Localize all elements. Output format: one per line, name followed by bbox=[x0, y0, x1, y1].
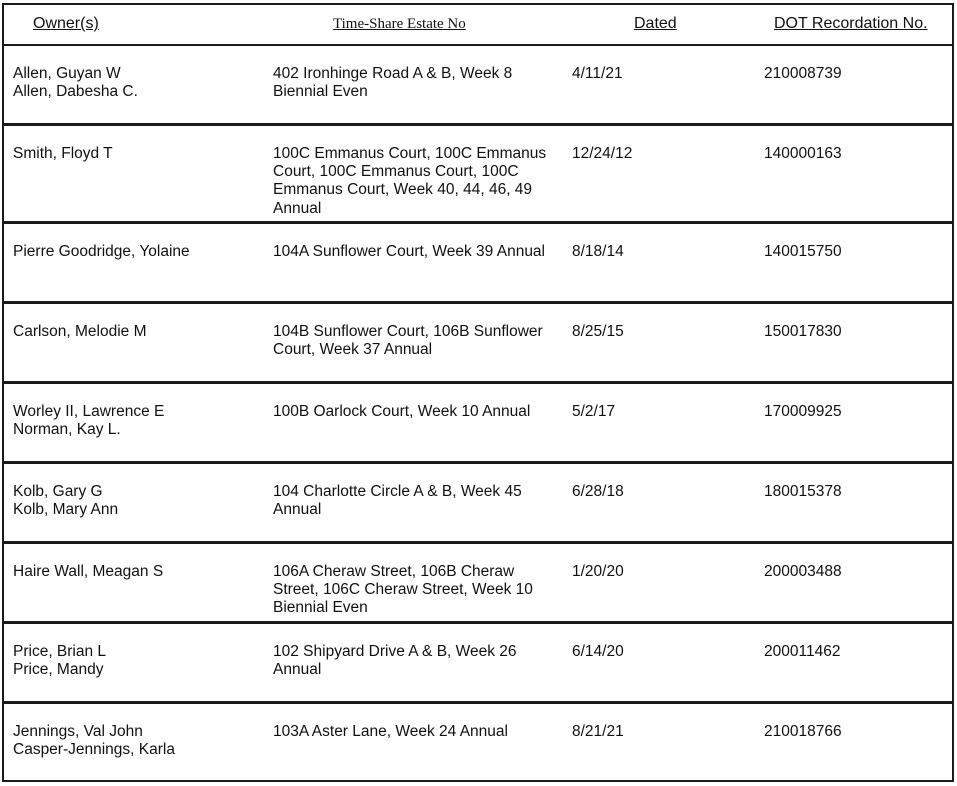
owner-name: Carlson, Melodie M bbox=[13, 323, 147, 340]
owner-cell bbox=[13, 65, 253, 101]
header-dated: Dated bbox=[634, 15, 677, 32]
owner-name: Price, Mandy bbox=[13, 661, 104, 679]
estate-cell: 104A Sunflower Court, Week 39 Annual bbox=[273, 243, 545, 260]
owner-cell bbox=[13, 243, 253, 261]
owner-name: Allen, Guyan W bbox=[13, 65, 121, 82]
table-header-row bbox=[4, 5, 952, 46]
owner-name: Worley II, Lawrence E bbox=[13, 403, 165, 420]
owner-name: Pierre Goodridge, Yolaine bbox=[13, 243, 190, 260]
owner-name: Kolb, Mary Ann bbox=[13, 501, 119, 519]
dated-cell: 5/2/17 bbox=[572, 403, 616, 420]
dated-cell: 6/14/20 bbox=[572, 643, 624, 660]
owner-name: Norman, Kay L. bbox=[13, 421, 121, 439]
estate-cell: 402 Ironhinge Road A & B, Week 8 Biennial Even bbox=[273, 65, 513, 101]
header-owners: Owner(s) bbox=[33, 15, 99, 32]
estate-cell: 103A Aster Lane, Week 24 Annual bbox=[273, 723, 508, 740]
dated-cell: 6/28/18 bbox=[572, 483, 624, 500]
dated-cell: 8/25/15 bbox=[572, 323, 624, 340]
estate-cell: 100C Emmanus Court, 100C Emmanus Court, 100C Emmanus Court, 100C Emmanus Court, Week 40, 44, 46, 49 Annual bbox=[273, 145, 547, 217]
dated-cell: 4/11/21 bbox=[572, 65, 623, 82]
owner-cell bbox=[13, 643, 253, 679]
dated-cell: 8/18/14 bbox=[572, 243, 624, 260]
dot-cell: 200011462 bbox=[764, 643, 841, 660]
owner-cell bbox=[13, 323, 253, 341]
owner-name: Allen, Dabesha C. bbox=[13, 83, 138, 101]
table-row bbox=[4, 126, 952, 224]
owner-cell bbox=[13, 145, 253, 163]
table-row bbox=[4, 704, 952, 780]
dot-cell: 150017830 bbox=[764, 323, 842, 340]
dot-cell: 180015378 bbox=[764, 483, 842, 500]
owner-name: Casper-Jennings, Karla bbox=[13, 741, 175, 759]
dot-cell: 140000163 bbox=[764, 145, 842, 162]
owner-name: Jennings, Val John bbox=[13, 723, 143, 740]
estate-cell: 106A Cheraw Street, 106B Cheraw Street, 106C Cheraw Street, Week 10 Biennial Even bbox=[273, 563, 533, 617]
owner-name: Price, Brian L bbox=[13, 643, 107, 660]
dot-cell: 210018766 bbox=[764, 723, 842, 740]
table-row bbox=[4, 304, 952, 384]
dot-cell: 200003488 bbox=[764, 563, 842, 580]
owner-name: Smith, Floyd T bbox=[13, 145, 113, 162]
table-row bbox=[4, 544, 952, 624]
table-row bbox=[4, 46, 952, 126]
estate-cell: 104 Charlotte Circle A & B, Week 45 Annual bbox=[273, 483, 522, 519]
table-row bbox=[4, 384, 952, 464]
timeshare-table bbox=[2, 3, 954, 782]
dated-cell: 8/21/21 bbox=[572, 723, 624, 740]
table-row bbox=[4, 224, 952, 304]
dated-cell: 1/20/20 bbox=[572, 563, 624, 580]
estate-cell: 100B Oarlock Court, Week 10 Annual bbox=[273, 403, 531, 420]
dated-cell: 12/24/12 bbox=[572, 145, 633, 162]
dot-cell: 170009925 bbox=[764, 403, 842, 420]
owner-cell bbox=[13, 483, 253, 519]
owner-cell bbox=[13, 723, 253, 759]
header-dot-recordation: DOT Recordation No. bbox=[774, 15, 928, 32]
owner-name: Kolb, Gary G bbox=[13, 483, 103, 500]
table-row bbox=[4, 464, 952, 544]
dot-cell: 140015750 bbox=[764, 243, 842, 260]
table-row bbox=[4, 624, 952, 704]
owner-cell bbox=[13, 563, 253, 581]
dot-cell: 210008739 bbox=[764, 65, 842, 82]
estate-cell: 104B Sunflower Court, 106B Sunflower Court, Week 37 Annual bbox=[273, 323, 543, 359]
owner-name: Haire Wall, Meagan S bbox=[13, 563, 164, 580]
owner-cell bbox=[13, 403, 253, 439]
estate-cell: 102 Shipyard Drive A & B, Week 26 Annual bbox=[273, 643, 517, 679]
header-estate-no: Time-Share Estate No bbox=[333, 16, 466, 32]
